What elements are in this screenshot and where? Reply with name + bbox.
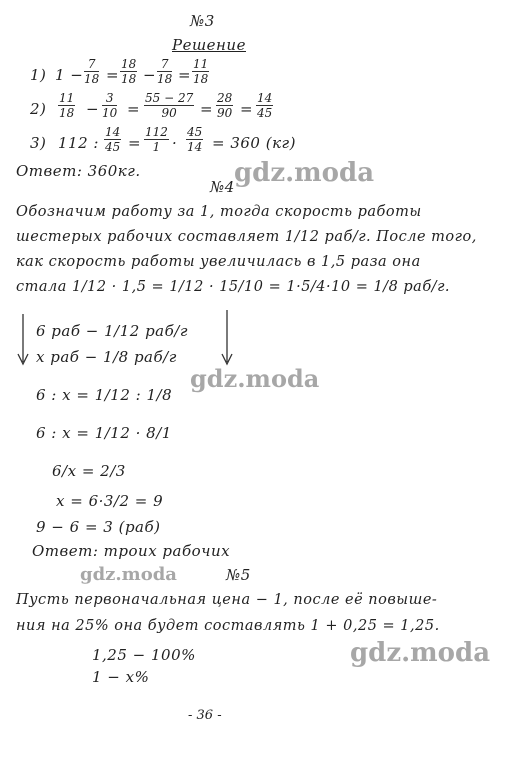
step1-frac-a: $\frac{7}{18}$ <box>84 57 100 86</box>
problem5-number: №5 <box>226 566 251 584</box>
step1-frac-c: $\frac{7}{18}$ <box>157 57 173 86</box>
eq-line2: 6 : x = 1/12 · 8/1 <box>36 424 172 442</box>
step2-eq3: = <box>240 100 254 118</box>
step2-eq2: = <box>200 100 214 118</box>
step3-dot: · <box>172 134 178 152</box>
step3-a: 112 : <box>58 134 99 152</box>
problem5-line2: ния на 25% она будет составлять 1 + 0,25 = 1,25. <box>16 618 440 634</box>
step3-eq: = <box>128 134 142 152</box>
problem4-line3: как скорость работы увеличилась в 1,5 раза она <box>16 254 421 270</box>
step2-label: 2) <box>30 100 47 118</box>
step2-eq: = <box>127 100 141 118</box>
step3-frac-b: $\frac{112}{1}$ <box>145 125 168 154</box>
watermark: gdz.moda <box>350 638 491 668</box>
problem4-line2: шестерых рабочих составляет 1/12 раб/г. После того, <box>16 229 477 245</box>
page-number: - 36 - <box>188 708 222 723</box>
problem4-line4: стала 1/12 · 1,5 = 1/12 · 15/10 = 1·5/4·10 = 1/8 раб/г. <box>16 279 451 295</box>
step2-frac-c: $\frac{55 - 27}{90}$ <box>145 91 194 120</box>
watermark: gdz.moda <box>80 564 177 585</box>
eq-line4: x = 6·3/2 = 9 <box>56 492 164 510</box>
step2-minus: − <box>86 100 100 118</box>
eq-line3: 6/x = 2/3 <box>52 462 126 480</box>
step1-minus: − <box>143 66 157 84</box>
down-arrow-right-icon <box>220 310 234 366</box>
problem4-line1: Обозначим работу за 1, тогда скорость работы <box>16 204 422 220</box>
watermark: gdz.moda <box>234 158 375 188</box>
problem3-heading: Решение <box>172 36 246 54</box>
step3-frac-c: $\frac{45}{14}$ <box>187 125 203 154</box>
step2-frac-d: $\frac{28}{90}$ <box>217 91 233 120</box>
step3-label: 3) <box>30 134 47 152</box>
step1-label: 1) <box>30 66 47 84</box>
step1-expr: 1 − <box>55 66 84 84</box>
step3-frac-a: $\frac{14}{45}$ <box>105 125 121 154</box>
watermark: gdz.moda <box>190 364 320 393</box>
eq-line1: 6 : x = 1/12 : 1/8 <box>36 386 173 404</box>
down-arrow-left-icon <box>16 314 30 366</box>
problem5-prop2: 1 − x% <box>92 668 150 686</box>
problem4-answer: Ответ: троих рабочих <box>32 542 231 560</box>
step2-frac-a: $\frac{11}{18}$ <box>59 91 75 120</box>
step1-frac-b: $\frac{18}{18}$ <box>121 57 137 86</box>
step1-frac-d: $\frac{11}{18}$ <box>193 57 209 86</box>
problem5-prop1: 1,25 − 100% <box>92 646 196 664</box>
step2-frac-e: $\frac{14}{45}$ <box>257 91 273 120</box>
problem4-number: №4 <box>210 178 235 196</box>
step1-eq: = <box>106 66 120 84</box>
proportion-line2: x раб − 1/8 раб/г <box>36 348 177 366</box>
step3-result: = 360 (кг) <box>212 134 296 152</box>
problem5-line1: Пусть первоначальная цена − 1, после её повыше- <box>16 592 438 608</box>
proportion-line1: 6 раб − 1/12 раб/г <box>36 322 188 340</box>
eq-line5: 9 − 6 = 3 (раб) <box>36 518 161 536</box>
step2-frac-b: $\frac{3}{10}$ <box>102 91 118 120</box>
problem3-answer: Ответ: 360кг. <box>16 162 141 180</box>
problem3-number: №3 <box>190 12 215 30</box>
step1-eq2: = <box>178 66 192 84</box>
